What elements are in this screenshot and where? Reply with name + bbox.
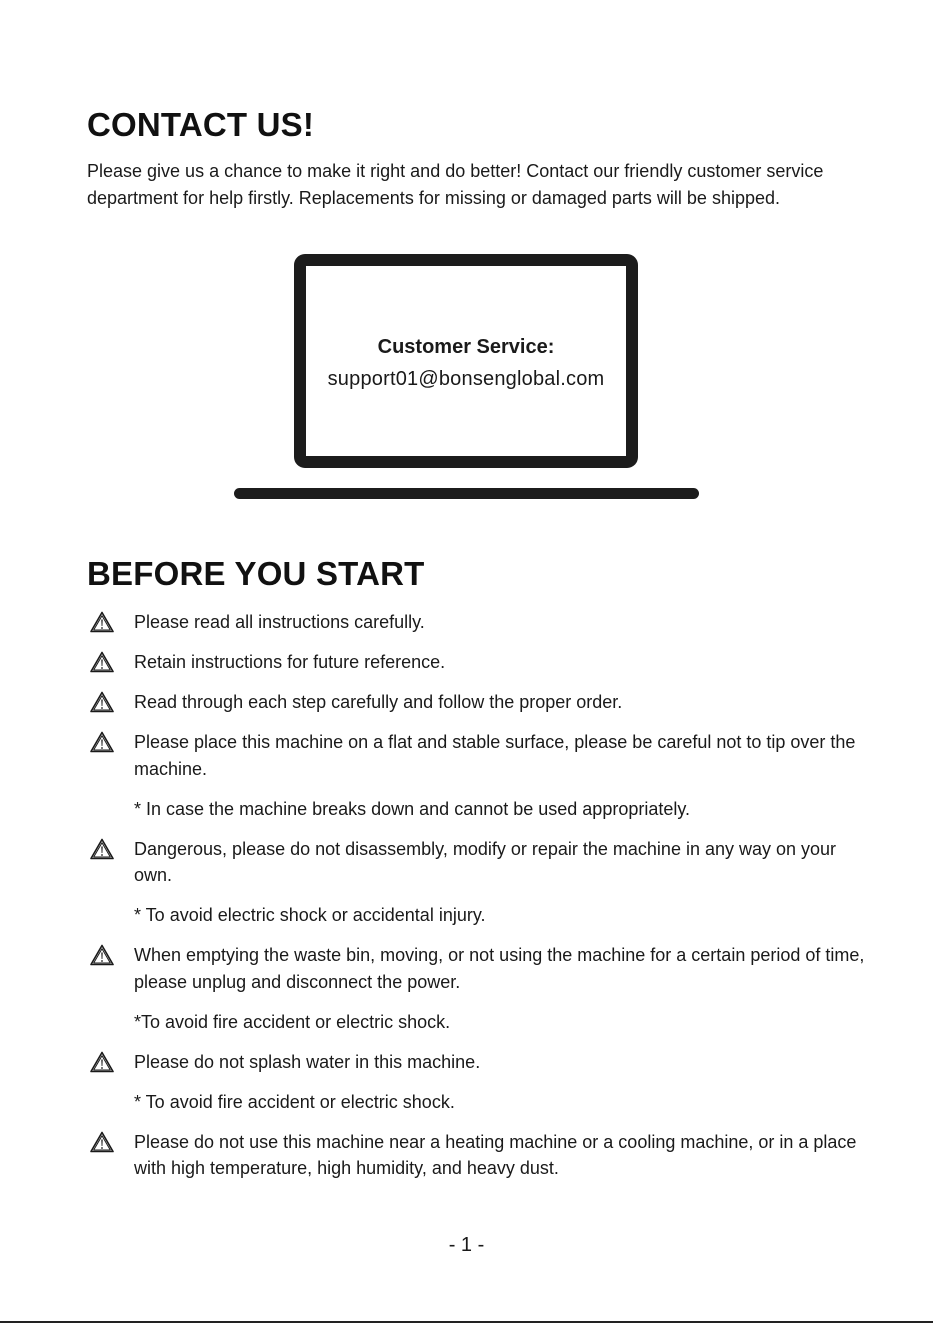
warning-note: *To avoid fire accident or electric shock. — [134, 1011, 451, 1032]
warning-item — [87, 609, 867, 636]
warning-item — [87, 689, 867, 716]
warning-item — [87, 649, 867, 676]
contact-title: CONTACT US! — [87, 106, 315, 143]
warning-text: Read through each step carefully and follow the proper order. — [134, 692, 623, 712]
warning-text: Dangerous, please do not disassembly, modify or repair the machine in any way on your own. — [134, 838, 837, 885]
customer-service-email: support01@bonsenglobal.com — [327, 368, 605, 390]
warning-note: * In case the machine breaks down and cannot be used appropriately. — [134, 798, 691, 819]
warning-text: Please do not splash water in this machine. — [134, 1051, 481, 1072]
warning-text: When emptying the waste bin, moving, or not using the machine for a certain period of time, please unplug and disconnect the power. — [134, 945, 865, 992]
warning-triangle-icon — [90, 651, 114, 673]
warning-triangle-icon — [90, 611, 114, 633]
warning-triangle-icon — [90, 731, 114, 753]
warning-text: Retain instructions for future reference. — [134, 652, 446, 672]
warning-triangle-icon — [90, 1051, 114, 1073]
warning-triangle-icon — [90, 838, 114, 860]
warning-triangle-icon — [90, 1131, 114, 1153]
warning-text: Please place this machine on a flat and stable surface, please be careful not to tip over the machine. — [134, 732, 856, 779]
bottom-rule — [0, 1321, 933, 1323]
laptop-base — [234, 488, 699, 499]
warning-triangle-icon — [90, 944, 114, 966]
warning-text: Please do not use this machine near a heating machine or a cooling machine, or in a place with high temperature, high humidity, and heavy dust. — [134, 1131, 857, 1178]
warning-item — [87, 836, 867, 889]
warning-item — [87, 729, 867, 782]
contact-paragraph: Please give us a chance to make it right and do better! Contact our friendly customer service department for help firstly. Replacements for missing or damaged parts will be shipped. — [87, 161, 824, 208]
warning-item — [87, 942, 867, 995]
customer-service-label: Customer Service: — [377, 336, 555, 358]
warning-item — [87, 1049, 867, 1076]
before-you-start-title: BEFORE YOU START — [87, 555, 425, 592]
warning-text: Please read all instructions carefully. — [134, 612, 425, 632]
page-number: - 1 - — [448, 1234, 485, 1256]
warning-item — [87, 1129, 867, 1182]
laptop-icon — [294, 254, 638, 468]
warning-note: * To avoid fire accident or electric shock. — [134, 1091, 455, 1112]
warning-triangle-icon — [90, 691, 114, 713]
warning-note: * To avoid electric shock or accidental injury. — [134, 905, 486, 925]
warning-list — [87, 609, 867, 1195]
